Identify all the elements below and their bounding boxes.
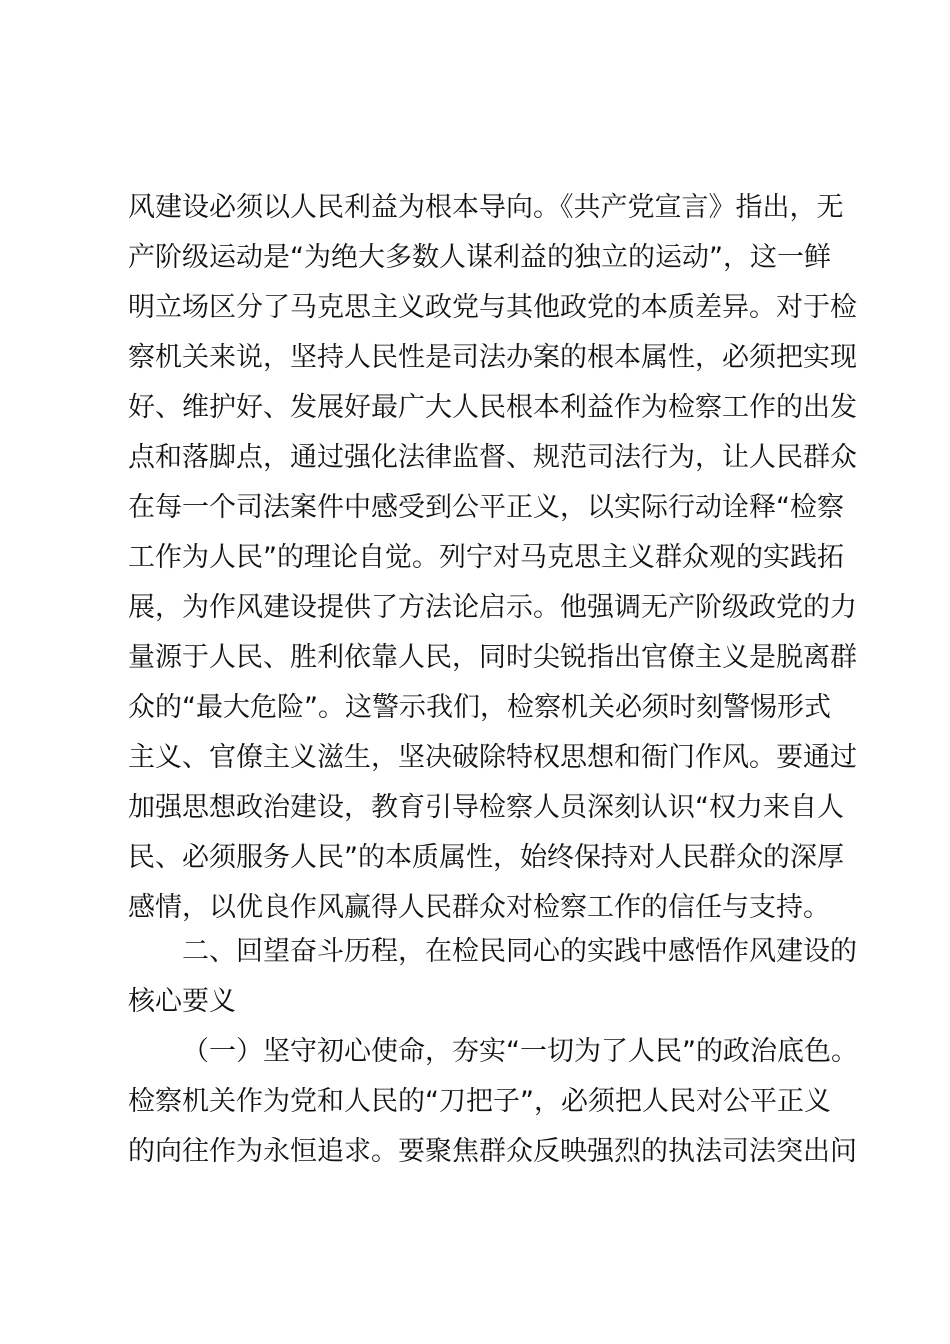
paragraph-line: 展，为作风建设提供了方法论启示。他强调无产阶级政党的力 — [128, 592, 857, 623]
body-paragraph — [128, 1027, 858, 1177]
heading-line: 二、回望奋斗历程，在检民同心的实践中感悟作风建设的 — [182, 936, 857, 967]
paragraph-line: 量源于人民、胜利依靠人民，同时尖锐指出官僚主义是脱离群 — [128, 642, 857, 673]
paragraph-line: 产阶级运动是“为绝大多数人谋利益的独立的运动”，这一鲜 — [128, 242, 831, 273]
paragraph-line: 在每一个司法案件中感受到公平正义，以实际行动诠释“检察 — [128, 492, 844, 523]
paragraph-line: 点和落脚点，通过强化法律监督、规范司法行为，让人民群众 — [128, 442, 857, 473]
paragraph-line: 感情，以优良作风赢得人民群众对检察工作的信任与支持。 — [128, 892, 830, 923]
paragraph-line: 好、维护好、发展好最广大人民根本利益作为检察工作的出发 — [128, 392, 857, 423]
paragraph-line: （一）坚守初心使命，夯实“一切为了人民”的政治底色。 — [182, 1036, 858, 1067]
heading-line: 核心要义 — [128, 986, 236, 1017]
paragraph-line: 民、必须服务人民”的本质属性，始终保持对人民群众的深厚 — [128, 842, 844, 873]
paragraph-line: 检察机关作为党和人民的“刀把子”，必须把人民对公平正义 — [128, 1086, 831, 1117]
paragraph-line: 工作为人民”的理论自觉。列宁对马克思主义群众观的实践拓 — [128, 542, 844, 573]
section-heading — [128, 927, 857, 1027]
paragraph-line: 明立场区分了马克思主义政党与其他政党的本质差异。对于检 — [128, 292, 857, 323]
paragraph-line: 加强思想政治建设，教育引导检察人员深刻认识“权力来自人 — [128, 792, 844, 823]
paragraph-line: 主义、官僚主义滋生，坚决破除特权思想和衙门作风。要通过 — [128, 742, 857, 773]
paragraph-line: 众的“最大危险”。这警示我们，检察机关必须时刻警惕形式 — [128, 692, 831, 723]
paragraph-line: 察机关来说，坚持人民性是司法办案的根本属性，必须把实现 — [128, 342, 857, 373]
body-paragraph — [128, 183, 857, 933]
paragraph-line: 的向往作为永恒追求。要聚焦群众反映强烈的执法司法突出问 — [128, 1136, 857, 1167]
paragraph-line: 风建设必须以人民利益为根本导向。《共产党宣言》指出，无 — [128, 192, 844, 223]
